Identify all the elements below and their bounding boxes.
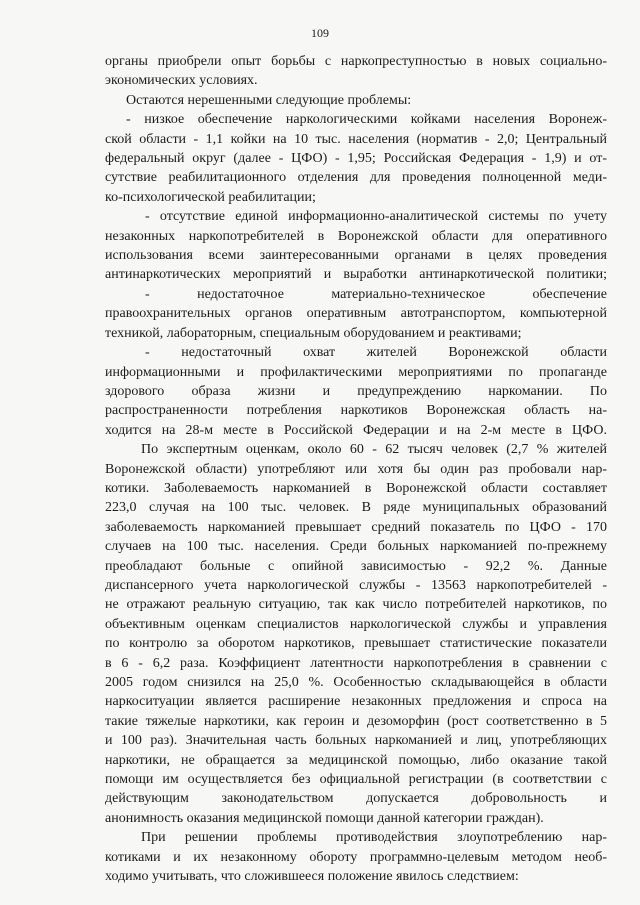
text-line: анонимность оказания медицинской помощи данной категории граждан). — [105, 810, 544, 826]
text-line: котиками и их незаконному обороту программно-целевым методом необ- — [105, 849, 607, 865]
text-line: При решении проблемы противодействия злоупотреблению нар- — [141, 830, 607, 846]
body-text — [105, 52, 607, 886]
text-line: - недостаточный охват жителей Воронежской области — [145, 345, 607, 361]
text-line: диспансерного учета наркологической службы - 13563 наркопотребителей - — [105, 577, 607, 593]
text-line: сутствие реабилитационного отделения для проведения полноценной меди- — [105, 170, 607, 186]
text-line: ходимо учитывать, что сложившееся положение явилось следствием: — [105, 869, 519, 885]
text-line: - низкое обеспечение наркологическими койками населения Воронеж- — [126, 112, 607, 128]
text-line: здорового образа жизни и предупреждению наркомании. По — [105, 383, 607, 399]
text-line: незаконных наркопотребителей в Воронежской области для оперативного — [105, 228, 607, 244]
text-line: правоохранительных органов оперативным автотранспортом, компьютерной — [105, 306, 607, 322]
text-line: По экспертным оценкам, около 60 - 62 тысяч человек (2,7 % жителей — [141, 442, 607, 458]
text-line: информационными и профилактическими мероприятиями по пропаганде — [105, 364, 607, 380]
text-line: в 6 - 6,2 раза. Коэффициент латентности наркопотребления в сравнении с — [105, 655, 607, 671]
text-line: котики. Заболеваемость наркоманией в Воронежской области составляет — [105, 480, 607, 496]
text-line: и 100 раз). Значительная часть больных наркоманией и лиц, употребляющих — [105, 733, 607, 749]
text-line: случаев на 100 тыс. населения. Среди больных наркоманией по-прежнему — [105, 539, 607, 555]
text-line: техникой, лабораторным, специальным оборудованием и реактивами; — [105, 325, 522, 341]
text-line: Остаются нерешенными следующие проблемы: — [126, 92, 412, 108]
text-line: по контролю за оборотом наркотиков, превышает статистические показатели — [105, 636, 607, 652]
text-line: помощи им осуществляется без официальной регистрации (в соответствии с — [105, 772, 607, 788]
text-line: преобладают больные с опийной зависимостью - 92,2 %. Данные — [105, 558, 607, 574]
text-line: не отражают реальную ситуацию, так как число потребителей наркотиков, по — [105, 597, 607, 613]
text-line: наркотики, не обращается за медицинской помощью, либо оказание такой — [105, 752, 607, 768]
text-line: органы приобрели опыт борьбы с наркопреступностью в новых социально- — [105, 54, 607, 69]
text-line: использования всеми заинтересованными органами в целях проведения — [105, 248, 607, 264]
text-line: действующим законодательством допускается добровольность и — [105, 791, 607, 807]
text-line: такие тяжелые наркотики, как героин и дезоморфин (рост соответственно в 5 — [105, 713, 607, 729]
text-line: 223,0 случая на 100 тыс. человек. В ряде муниципальных образований — [105, 500, 607, 516]
text-line: антинаркотических мероприятий и выработки антинаркотической политики; — [105, 267, 607, 283]
text-line: - отсутствие единой информационно-аналитической системы по учету — [145, 209, 607, 225]
page-number: 109 — [311, 26, 329, 40]
text-line: наркоситуации является расширение незаконных предложения и спроса на — [105, 694, 607, 710]
text-line: федеральный округ (далее - ЦФО) - 1,95; Российская Федерация - 1,9) и от- — [105, 151, 607, 167]
text-line: 2005 годом снизился на 25,0 %. Особенностью складывающейся в области — [105, 675, 607, 690]
text-line: ходится на 28-м месте в Российской Федерации и на 2-м месте в ЦФО. — [105, 422, 607, 438]
text-line: - недостаточное материально-техническое обеспечение — [145, 286, 607, 302]
text-line: экономических условиях. — [105, 73, 258, 89]
text-line: ко-психологической реабилитации; — [105, 189, 316, 205]
text-line: заболеваемость наркоманией превышает средний показатель по ЦФО - 170 — [105, 519, 607, 535]
text-line: Воронежской области) употребляют или хотя бы один раз пробовали нар- — [105, 461, 607, 477]
text-line: объективным оценкам специалистов наркологической службы и управления — [105, 616, 607, 632]
text-line: распространенности потребления наркотиков Воронежская область на- — [105, 403, 607, 419]
text-line: ской области - 1,1 койки на 10 тыс. населения (норматив - 2,0; Центральный — [105, 131, 607, 147]
